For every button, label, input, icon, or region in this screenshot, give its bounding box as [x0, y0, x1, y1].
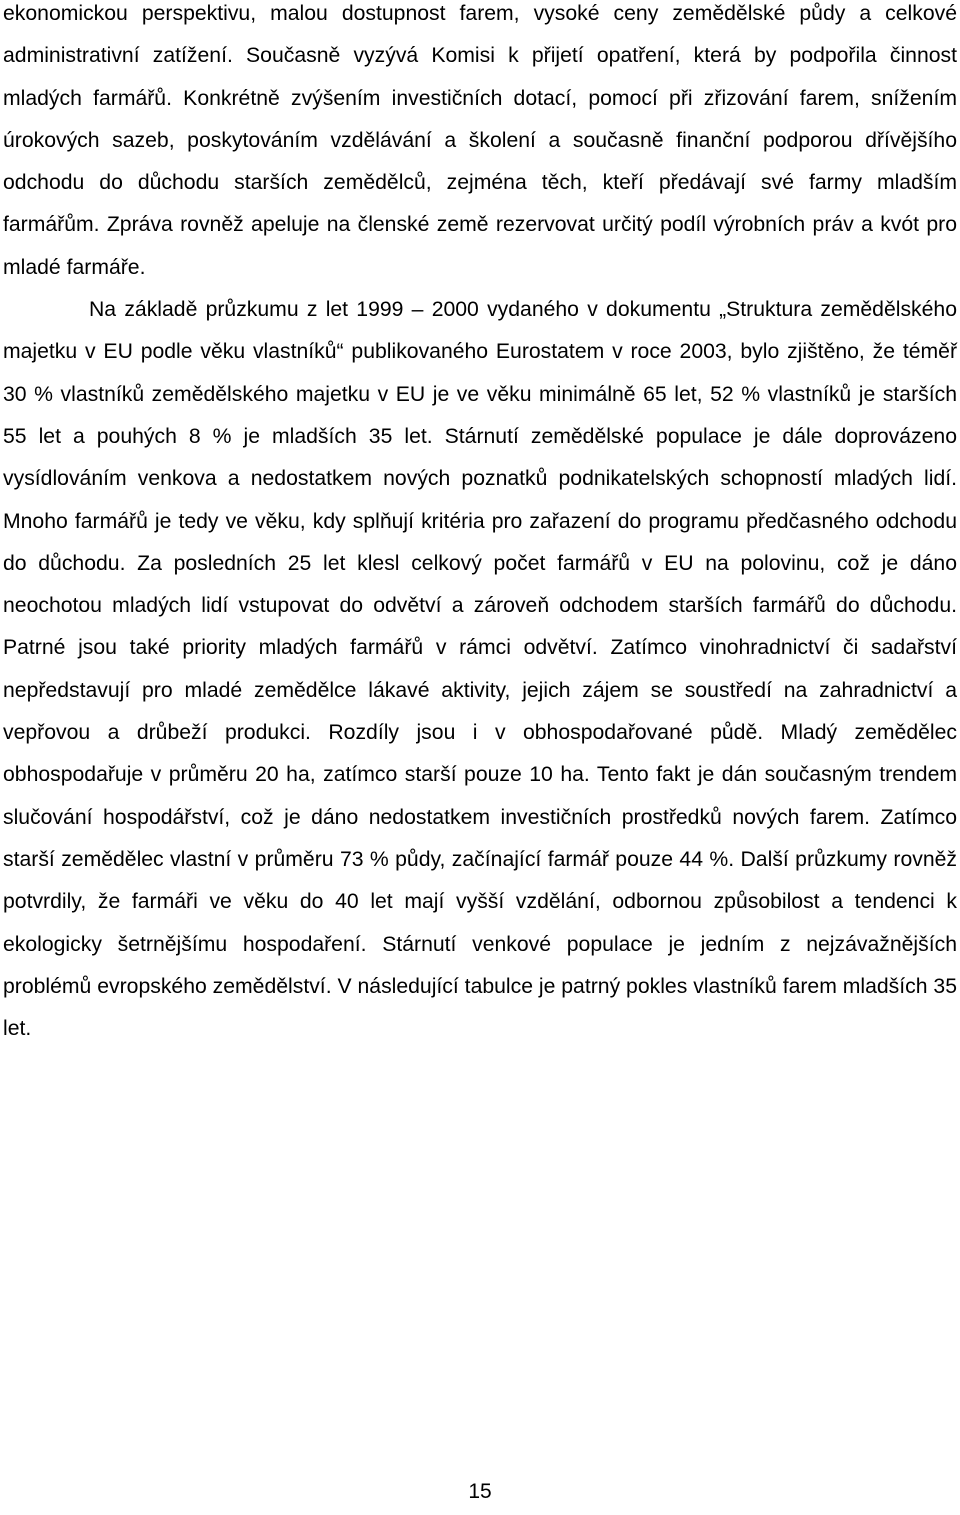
body-text [3, 0, 957, 1050]
paragraph-survey: Na základě průzkumu z let 1999 – 2000 vydaného v dokumentu „Struktura zemědělského majetku v EU podle věku vlastníků“ publikovaného Eurostatem v roce 2003, bylo zjištěno, že téměř 30 % vlastníků zemědělského majetku v EU je ve věku minimálně 65 let, 52 % vlastníků je starších 55 let a pouhých 8 % je mladších 35 let. Stárnutí zemědělské populace je dále doprovázeno vysídlováním venkova a nedostatkem nových poznatků podnikatelských schopností mladých lidí. Mnoho farmářů je tedy ve věku, kdy splňují kritéria pro zařazení do programu předčasného odchodu do důchodu. Za posledních 25 let klesl celkový počet farmářů v EU na polovinu, což je dáno neochotou mladých lidí vstupovat do odvětví a zároveň odchodem starších farmářů do důchodu. Patrné jsou také priority mladých farmářů v rámci odvětví. Zatímco vinohradnictví či sadařství nepředstavují pro mladé zemědělce lákavé aktivity, jejich zájem se soustředí na zahradnictví a vepřovou a drůbeží produkci. Rozdíly jsou i v obhospodařované půdě. Mladý zemědělec obhospodařuje v průměru 20 ha, zatímco starší pouze 10 ha. Tento fakt je dán současným trendem slučování hospodářství, což je dáno nedostatkem investičních prostředků nových farem. Zatímco starší zemědělec vlastní v průměru 73 % půdy, začínající farmář pouze 44 %. Další průzkumy rovněž potvrdily, že farmáři ve věku do 40 let mají vyšší vzdělání, odbornou způsobilost a tendenci k ekologicky šetrnějšímu hospodaření. Stárnutí venkové populace je jedním z nejzávažnějších problémů evropského zemědělství. V následující tabulce je patrný pokles vlastníků farem mladších 35 let. [3, 298, 957, 1041]
page-number: 15 [468, 1480, 492, 1503]
paragraph-continuation: ekonomickou perspektivu, malou dostupnost farem, vysoké ceny zemědělské půdy a celkové administrativní zatížení. Současně vyzývá Komisi k přijetí opatření, která by podpořila činnost mladých farmářů. Konkrétně zvýšením investičních dotací, pomocí při zřizování farem, snížením úrokových sazeb, poskytováním vzdělávání a školení a současně finanční podporou dřívějšího odchodu do důchodu starších zemědělců, zejména těch, kteří předávají své farmy mladším farmářům. Zpráva rovněž apeluje na členské země rezervovat určitý podíl výrobních práv a kvót pro mladé farmáře. [3, 2, 957, 279]
